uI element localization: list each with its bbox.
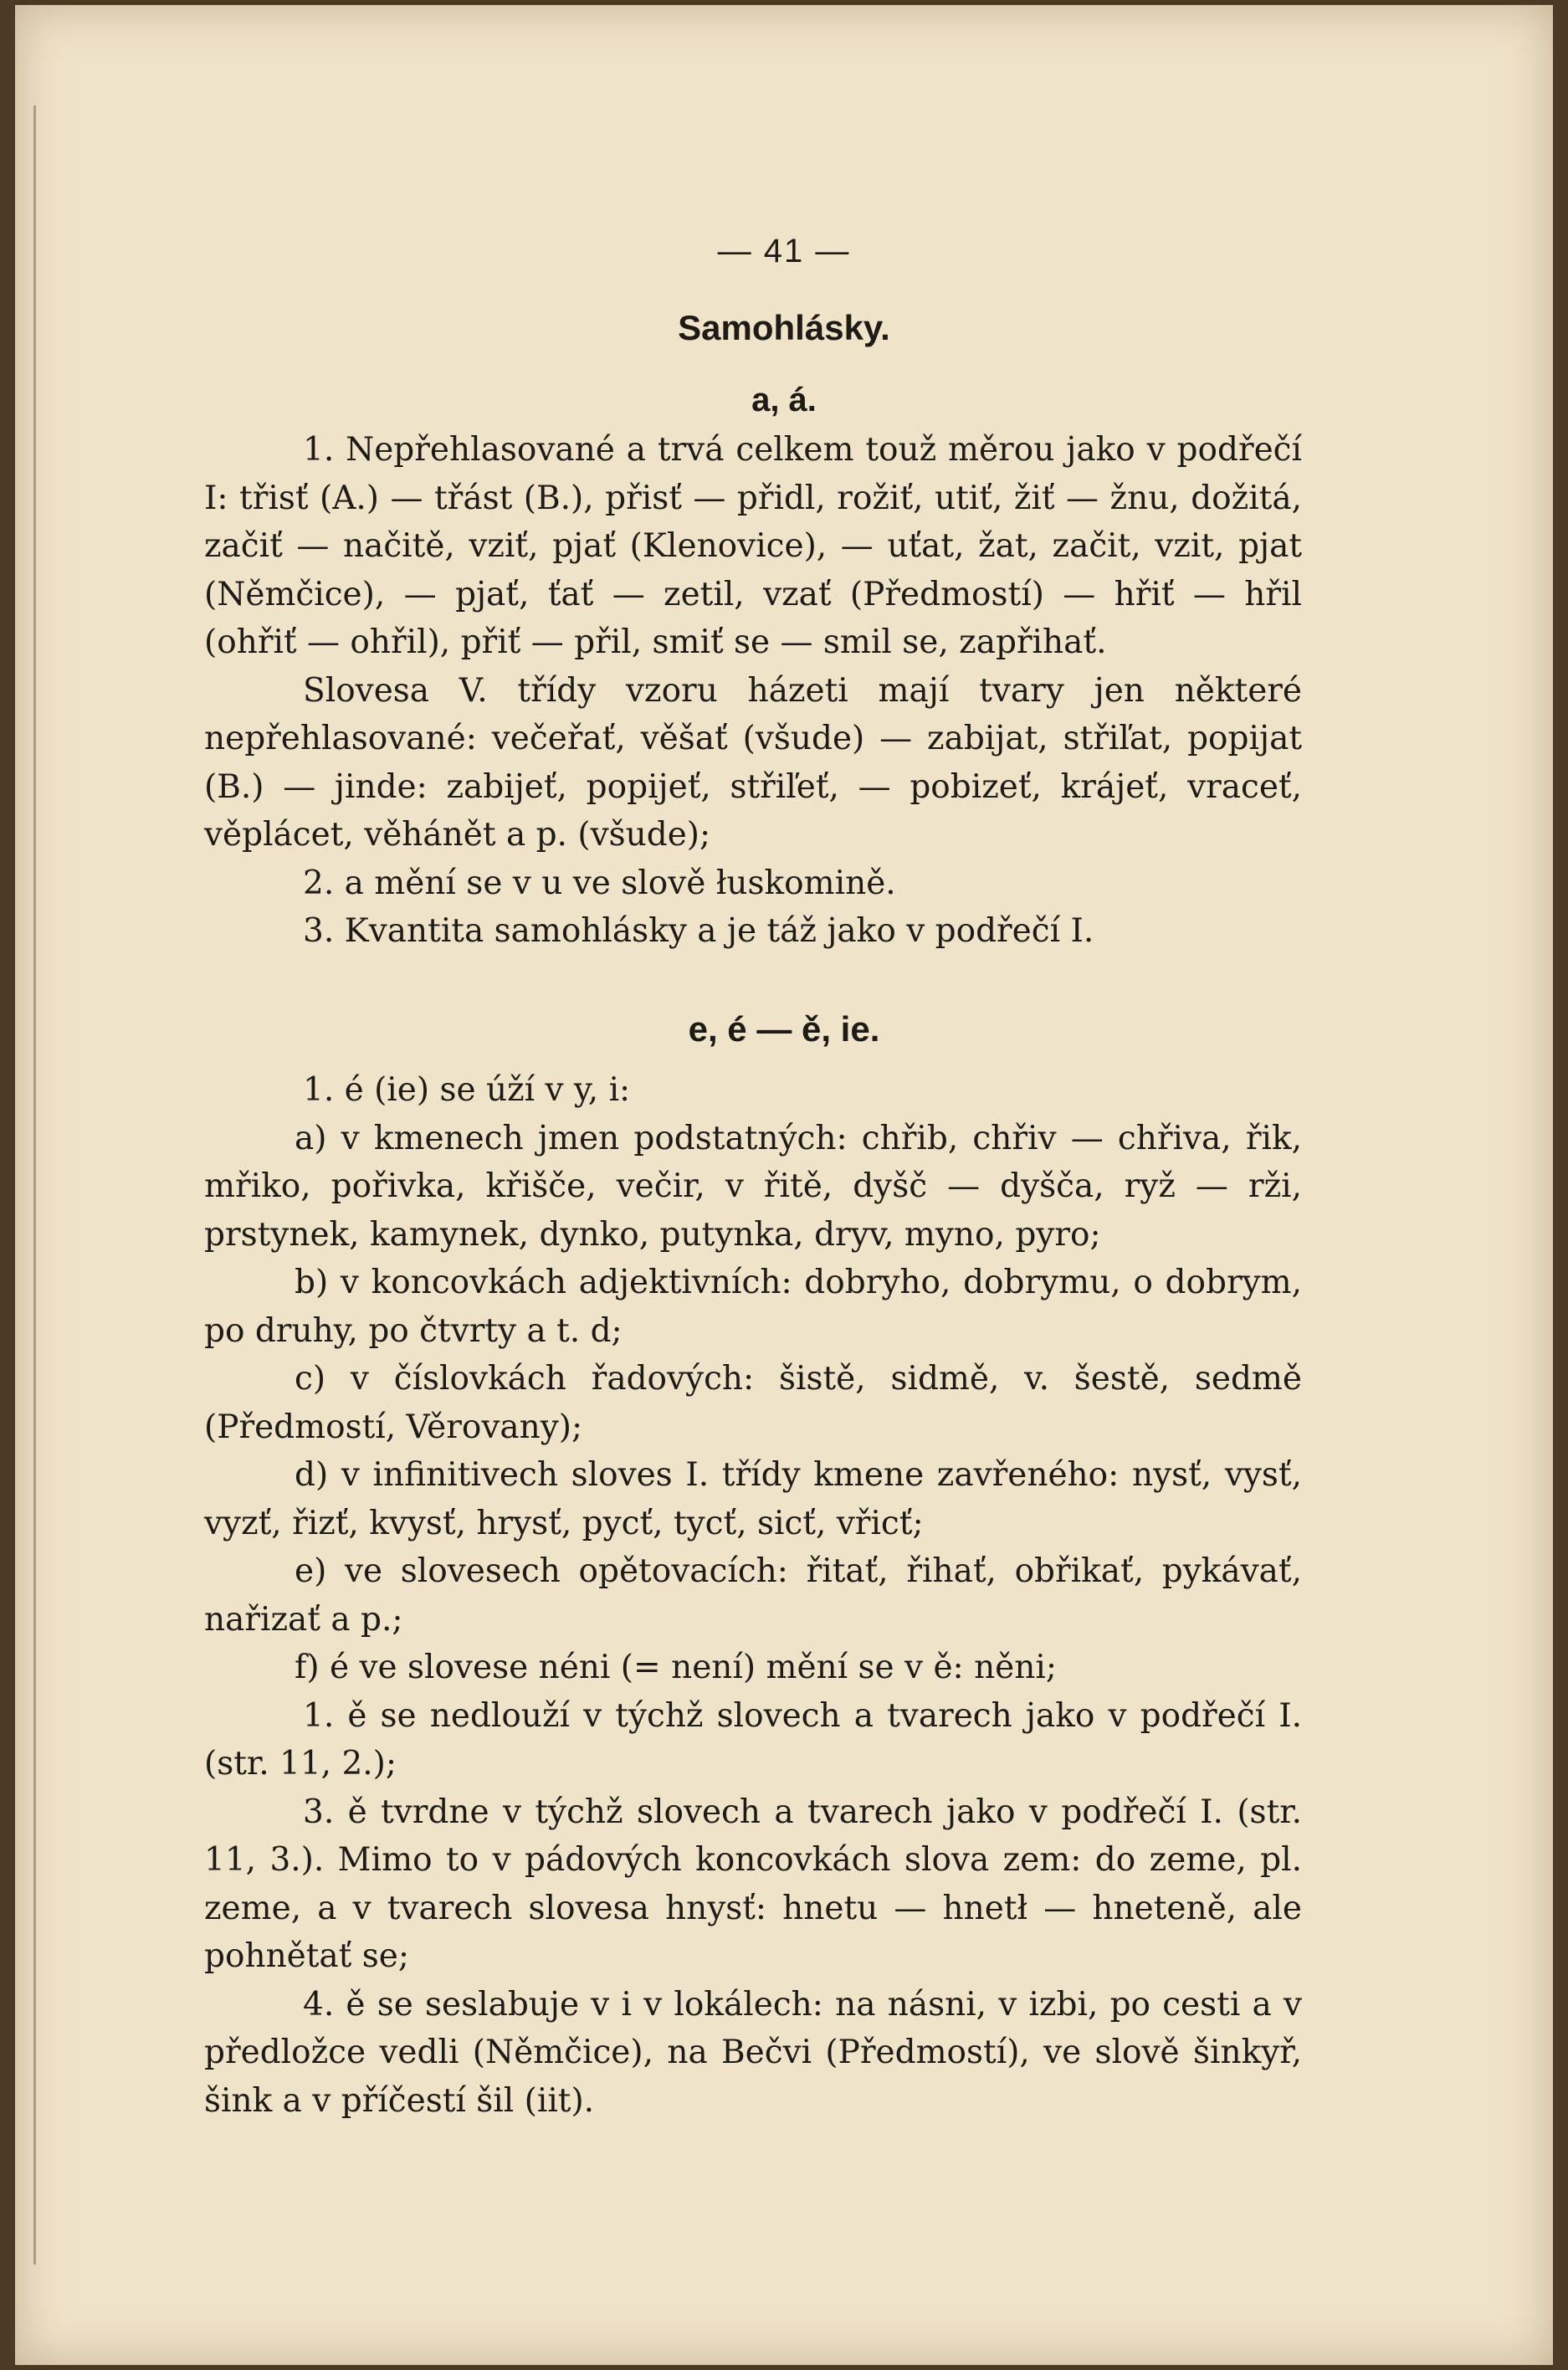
subsection-e-heading: e, é — ě, ie. (688, 1009, 880, 1049)
list-item-f: f) é ve slovese néni (= není) mění se v ě: něni; (295, 1649, 1057, 1686)
list-item-b: b) v koncovkách adjektivních: dobryho, dobrymu, o dobrym, po druhy, po čtvrty a t. d; (204, 1264, 1302, 1350)
paragraph-ee3: 3. ě tvrdne v týchž slovech a tvarech jako v podřečí I. (str. 11, 3.). Mimo to v pádových koncovkách slova zem: do zeme, pl. zeme, a v tvarech slovesa hnysť: hnetu — hnetł — hneteně, ale pohnětať se; (204, 1793, 1302, 1975)
text-block-e (204, 1066, 1302, 2125)
paragraph-a3: 3. Kvantita samohlásky a je táž jako v podřečí I. (303, 912, 1094, 950)
binding-margin (33, 105, 36, 2265)
list-item-e: e) ve slovesech opětovacích: řitať, řihať, obřikať, pykávať, nařizať a p.; (204, 1552, 1302, 1639)
paragraph-ee1: 1. ě se nedlouží v týchž slovech a tvarech jako v podřečí I. (str. 11, 2.); (204, 1696, 1302, 1783)
list-item-a: a) v kmenech jmen podstatných: chřib, chřiv — chřiva, řik, mřiko, pořivka, křišče, večir, v řitě, dyšč — dyšča, ryž — rži, prstynek, kamynek, dynko, putynka, dryv, myno, pyro; (204, 1119, 1302, 1254)
paragraph-ee4: 4. ě se seslabuje v i v lokálech: na násni, v izbi, po cesti a v předložce vedli (Němčice), na Bečvi (Předmostí), ve slově šinkyř, šink a v příčestí šil (iit). (204, 1985, 1302, 2120)
book-page (15, 5, 1553, 2365)
text-block-a (204, 426, 1302, 956)
list-item-d: d) v infinitivech sloves I. třídy kmene zavřeného: nysť, vysť, vyzť, řizť, kvysť, hrysť, pycť, tycť, sicť, vřicť; (204, 1456, 1302, 1542)
paragraph-slovesa: Slovesa V. třídy vzoru házeti mají tvary jen některé nepřehlasované: večeřať, věšať (všude) — zabijat, střiľat, popijat (B.) — jinde: zabijeť, popijeť, střiľeť, — pobizeť, krájeť, vraceť, věplácet, věhánět a p. (všude); (204, 671, 1302, 854)
page-number: — 41 — (717, 233, 851, 269)
paragraph-e1: 1. é (ie) se úží v y, i: (303, 1071, 631, 1109)
paragraph-a1: 1. Nepřehlasované a trvá celkem touž měrou jako v podřečí I: třisť (A.) — třást (B.), přisť — přidl, rožiť, utiť, žiť — žnu, dožitá, začiť — načitě, vziť, pjať (Klenovice), — uťat, žat, začit, vzit, pjat (Němčice), — pjať, ťať — zetil, vzať (Předmostí) — hřiť — hřil (ohřiť — ohřil), přiť — přil, smiť se — smil se, zapřihať. (204, 431, 1302, 661)
section-title: Samohlásky. (678, 308, 890, 347)
list-item-c: c) v číslovkách řadových: šistě, sidmě, v. šestě, sedmě (Předmostí, Věrovany); (204, 1360, 1302, 1446)
subsection-a-heading: a, á. (751, 382, 817, 418)
paragraph-a2: 2. a mění se v u ve slově łuskomině. (303, 864, 896, 902)
